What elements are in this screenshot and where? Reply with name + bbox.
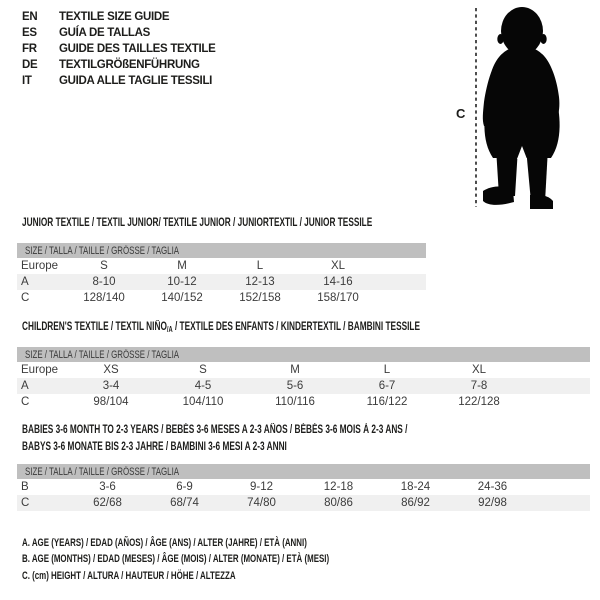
height-cell: 152/158	[239, 292, 281, 304]
row-label: A	[21, 380, 29, 392]
language-code: DE	[22, 59, 38, 71]
size-cell: M	[290, 364, 300, 376]
toddler-silhouette	[440, 0, 600, 215]
row-label: Europe	[21, 364, 59, 376]
language-title: TEXTILE SIZE GUIDE	[59, 11, 170, 23]
size-cell: L	[383, 364, 391, 376]
row-label: C	[21, 396, 30, 408]
junior-size-table	[17, 243, 426, 306]
size-cell: XL	[471, 364, 487, 376]
height-cell: 98/104	[93, 396, 129, 408]
height-cell: 74/80	[247, 497, 276, 509]
months-cell: 12-18	[323, 481, 354, 493]
language-row-de	[22, 57, 216, 73]
age-cell: 12-13	[245, 276, 275, 288]
height-cell: 80/86	[324, 497, 353, 509]
row-label: C	[21, 292, 30, 304]
age-cell: 5-6	[286, 380, 304, 392]
age-cell: 4-5	[194, 380, 212, 392]
language-row-it	[22, 73, 216, 89]
table-row	[17, 258, 426, 274]
language-code: FR	[22, 43, 37, 55]
size-cell: S	[199, 364, 207, 376]
months-cell: 18-24	[400, 481, 431, 493]
table-row	[17, 378, 590, 394]
language-row-fr	[22, 41, 216, 57]
height-cell: 68/74	[170, 497, 199, 509]
size-cell: M	[177, 260, 187, 272]
language-code: IT	[22, 75, 32, 87]
size-header-label: SIZE / TALLA / TAILLE / GRÖSSE / TAGLIA	[25, 348, 180, 361]
note-a: A. AGE (YEARS) / EDAD (AÑOS) / ÂGE (ANS) / ALTER (JAHRE) / ETÀ (ANNI)	[22, 537, 307, 549]
note-b: B. AGE (MONTHS) / EDAD (MESES) / ÂGE (MOIS) / ALTER (MONATE) / ETÀ (MESI)	[22, 553, 330, 566]
height-cell: 62/68	[93, 497, 122, 509]
age-cell: 14-16	[323, 276, 353, 288]
age-cell: 6-7	[378, 380, 396, 392]
row-label: B	[21, 481, 29, 493]
months-cell: 6-9	[176, 481, 193, 493]
height-cell: 116/122	[366, 396, 408, 408]
size-cell: XS	[103, 364, 119, 376]
language-row-en	[22, 9, 216, 25]
note-c: C. (cm) HEIGHT / ALTURA / HAUTEUR / HÖHE / ALTEZZA	[22, 569, 236, 582]
height-cell: 110/116	[275, 396, 315, 408]
height-cell: 122/128	[458, 396, 500, 408]
language-list	[22, 9, 216, 89]
children-table-title: CHILDREN'S TEXTILE / TEXTIL NIÑO/A / TEXTILE DES ENFANTS / KINDERTEXTIL / BAMBINI TESSILE	[22, 321, 421, 334]
height-cell: 86/92	[401, 497, 430, 509]
height-cell: 128/140	[83, 292, 125, 304]
table-row	[17, 362, 590, 378]
size-cell: S	[100, 260, 108, 272]
language-title: GUIDA ALLE TAGLIE TESSILI	[59, 75, 213, 87]
row-label: A	[21, 276, 29, 288]
language-title: GUIDE DES TAILLES TEXTILE	[59, 43, 216, 55]
size-header-label: SIZE / TALLA / TAILLE / GRÖSSE / TAGLIA	[25, 244, 180, 257]
language-title: TEXTILGRÖßENFÜHRUNG	[59, 59, 200, 71]
height-cell: 104/110	[182, 396, 224, 408]
size-cell: L	[256, 260, 264, 272]
language-row-es	[22, 25, 216, 41]
table-row	[17, 495, 590, 511]
table-row	[17, 290, 426, 306]
age-cell: 10-12	[167, 276, 197, 288]
babies-table-title: BABIES 3-6 MONTH TO 2-3 YEARS / BEBÉS 3-6 MESES A 2-3 AÑOS / BÉBÉS 3-6 MOIS À 2-3 ANS / BABYS 3-6 MONATE BIS 2-3 JAHRE / BAMBINI 3-6 MESI A 2-3 ANNI	[22, 424, 408, 453]
toddler-silhouette-shape	[483, 7, 560, 209]
size-header-bar	[17, 347, 590, 362]
legend-notes	[22, 535, 449, 584]
height-cell: 140/152	[161, 292, 203, 304]
height-cell: 158/170	[317, 292, 359, 304]
size-header-bar	[17, 464, 590, 479]
age-cell: 8-10	[92, 276, 116, 288]
age-cell: 7-8	[470, 380, 488, 392]
subscript-a: /A	[166, 325, 173, 334]
language-code: EN	[22, 11, 38, 23]
size-cell: XL	[330, 260, 346, 272]
table-row	[17, 394, 590, 410]
height-marker-label: C	[456, 106, 466, 121]
size-header-bar	[17, 243, 426, 258]
table-row	[17, 479, 590, 495]
junior-table-title: JUNIOR TEXTILE / TEXTIL JUNIOR/ TEXTILE JUNIOR / JUNIORTEXTIL / JUNIOR TESSILE	[22, 217, 373, 229]
language-code: ES	[22, 27, 37, 39]
size-header-label: SIZE / TALLA / TAILLE / GRÖSSE / TAGLIA	[25, 465, 180, 478]
table-row	[17, 274, 426, 290]
age-cell: 3-4	[102, 380, 120, 392]
height-cell: 92/98	[478, 497, 507, 509]
children-size-table	[17, 347, 590, 410]
row-label: C	[21, 497, 30, 509]
months-cell: 9-12	[249, 481, 274, 493]
babies-size-table	[17, 464, 590, 511]
language-title: GUÍA DE TALLAS	[59, 27, 150, 39]
months-cell: 24-36	[477, 481, 508, 493]
months-cell: 3-6	[99, 481, 116, 493]
row-label: Europe	[21, 260, 59, 272]
